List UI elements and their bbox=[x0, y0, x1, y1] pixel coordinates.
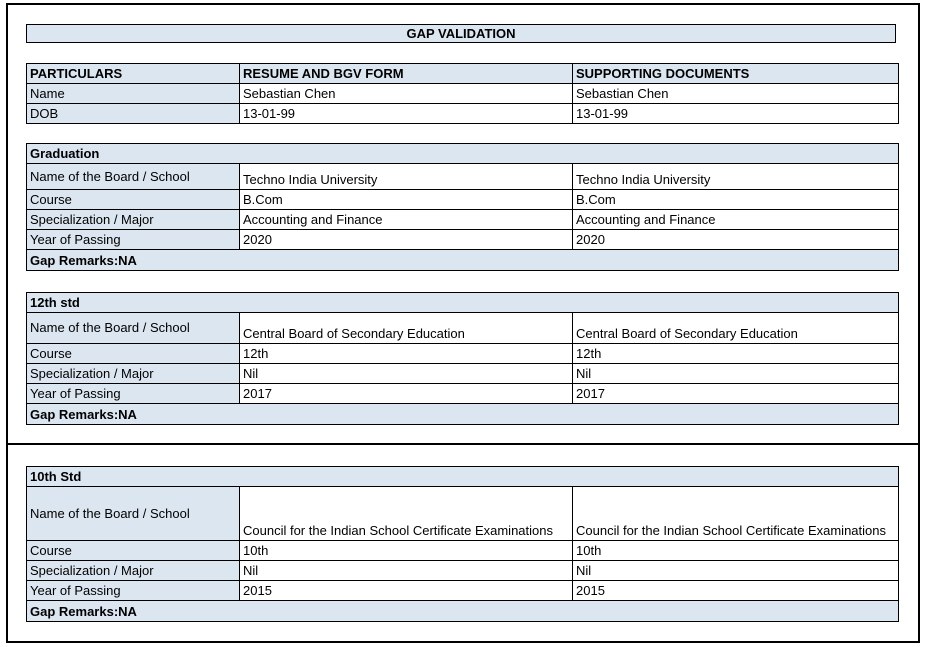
resume-value: 10th bbox=[240, 541, 573, 561]
table-row bbox=[27, 84, 899, 104]
row-label: Name of the Board / School bbox=[27, 487, 240, 541]
table-row bbox=[27, 210, 899, 230]
section-table-graduation bbox=[26, 143, 899, 271]
resume-value: Sebastian Chen bbox=[240, 84, 573, 104]
resume-value: 12th bbox=[240, 344, 573, 364]
docs-value: Nil bbox=[573, 364, 899, 384]
resume-value: 2015 bbox=[240, 581, 573, 601]
docs-value: Sebastian Chen bbox=[573, 84, 899, 104]
personal-table bbox=[26, 63, 899, 124]
resume-value: Central Board of Secondary Education bbox=[240, 313, 573, 344]
row-label: Specialization / Major bbox=[27, 561, 240, 581]
section-table-12th bbox=[26, 292, 899, 425]
table-row bbox=[27, 164, 899, 190]
docs-value: 13-01-99 bbox=[573, 104, 899, 124]
row-label: Specialization / Major bbox=[27, 210, 240, 230]
page-title: GAP VALIDATION bbox=[26, 24, 896, 43]
section-table-10th bbox=[26, 466, 899, 622]
docs-value: Nil bbox=[573, 561, 899, 581]
gap-remarks: Gap Remarks:NA bbox=[27, 404, 899, 425]
resume-value: Council for the Indian School Certificate Examinations bbox=[240, 487, 573, 541]
row-label: Specialization / Major bbox=[27, 364, 240, 384]
row-label: DOB bbox=[27, 104, 240, 124]
docs-value: Accounting and Finance bbox=[573, 210, 899, 230]
section-title: 12th std bbox=[27, 293, 899, 313]
table-row bbox=[27, 487, 899, 541]
resume-value: Nil bbox=[240, 561, 573, 581]
resume-value: 2020 bbox=[240, 230, 573, 250]
gap-remarks: Gap Remarks:NA bbox=[27, 250, 899, 271]
table-row bbox=[27, 190, 899, 210]
resume-value: 2017 bbox=[240, 384, 573, 404]
header-particulars: PARTICULARS bbox=[27, 64, 240, 84]
row-label: Name of the Board / School bbox=[27, 164, 240, 190]
docs-value: 2017 bbox=[573, 384, 899, 404]
row-label: Name of the Board / School bbox=[27, 313, 240, 344]
gap-remarks-row bbox=[27, 404, 899, 425]
table-row bbox=[27, 230, 899, 250]
table-row bbox=[27, 384, 899, 404]
row-label: Year of Passing bbox=[27, 230, 240, 250]
section-header-row bbox=[27, 144, 899, 164]
table-row bbox=[27, 344, 899, 364]
table-row bbox=[27, 364, 899, 384]
header-resume: RESUME AND BGV FORM bbox=[240, 64, 573, 84]
docs-value: 2020 bbox=[573, 230, 899, 250]
resume-value: Techno India University bbox=[240, 164, 573, 190]
section-title: Graduation bbox=[27, 144, 899, 164]
table-row bbox=[27, 541, 899, 561]
header-supporting-docs: SUPPORTING DOCUMENTS bbox=[573, 64, 899, 84]
resume-value: B.Com bbox=[240, 190, 573, 210]
gap-remarks-row bbox=[27, 601, 899, 622]
docs-value: 2015 bbox=[573, 581, 899, 601]
resume-value: Accounting and Finance bbox=[240, 210, 573, 230]
row-label: Course bbox=[27, 190, 240, 210]
row-label: Year of Passing bbox=[27, 581, 240, 601]
section-header-row bbox=[27, 467, 899, 487]
gap-remarks-row bbox=[27, 250, 899, 271]
docs-value: Techno India University bbox=[573, 164, 899, 190]
docs-value: 10th bbox=[573, 541, 899, 561]
table-header-row bbox=[27, 64, 899, 84]
row-label: Name bbox=[27, 84, 240, 104]
docs-value: Council for the Indian School Certificate Examinations bbox=[573, 487, 899, 541]
section-title: 10th Std bbox=[27, 467, 899, 487]
docs-value: B.Com bbox=[573, 190, 899, 210]
row-label: Year of Passing bbox=[27, 384, 240, 404]
docs-value: Central Board of Secondary Education bbox=[573, 313, 899, 344]
docs-value: 12th bbox=[573, 344, 899, 364]
table-row bbox=[27, 313, 899, 344]
row-label: Course bbox=[27, 344, 240, 364]
table-row bbox=[27, 581, 899, 601]
row-label: Course bbox=[27, 541, 240, 561]
table-row bbox=[27, 561, 899, 581]
section-header-row bbox=[27, 293, 899, 313]
resume-value: Nil bbox=[240, 364, 573, 384]
resume-value: 13-01-99 bbox=[240, 104, 573, 124]
gap-remarks: Gap Remarks:NA bbox=[27, 601, 899, 622]
table-row bbox=[27, 104, 899, 124]
